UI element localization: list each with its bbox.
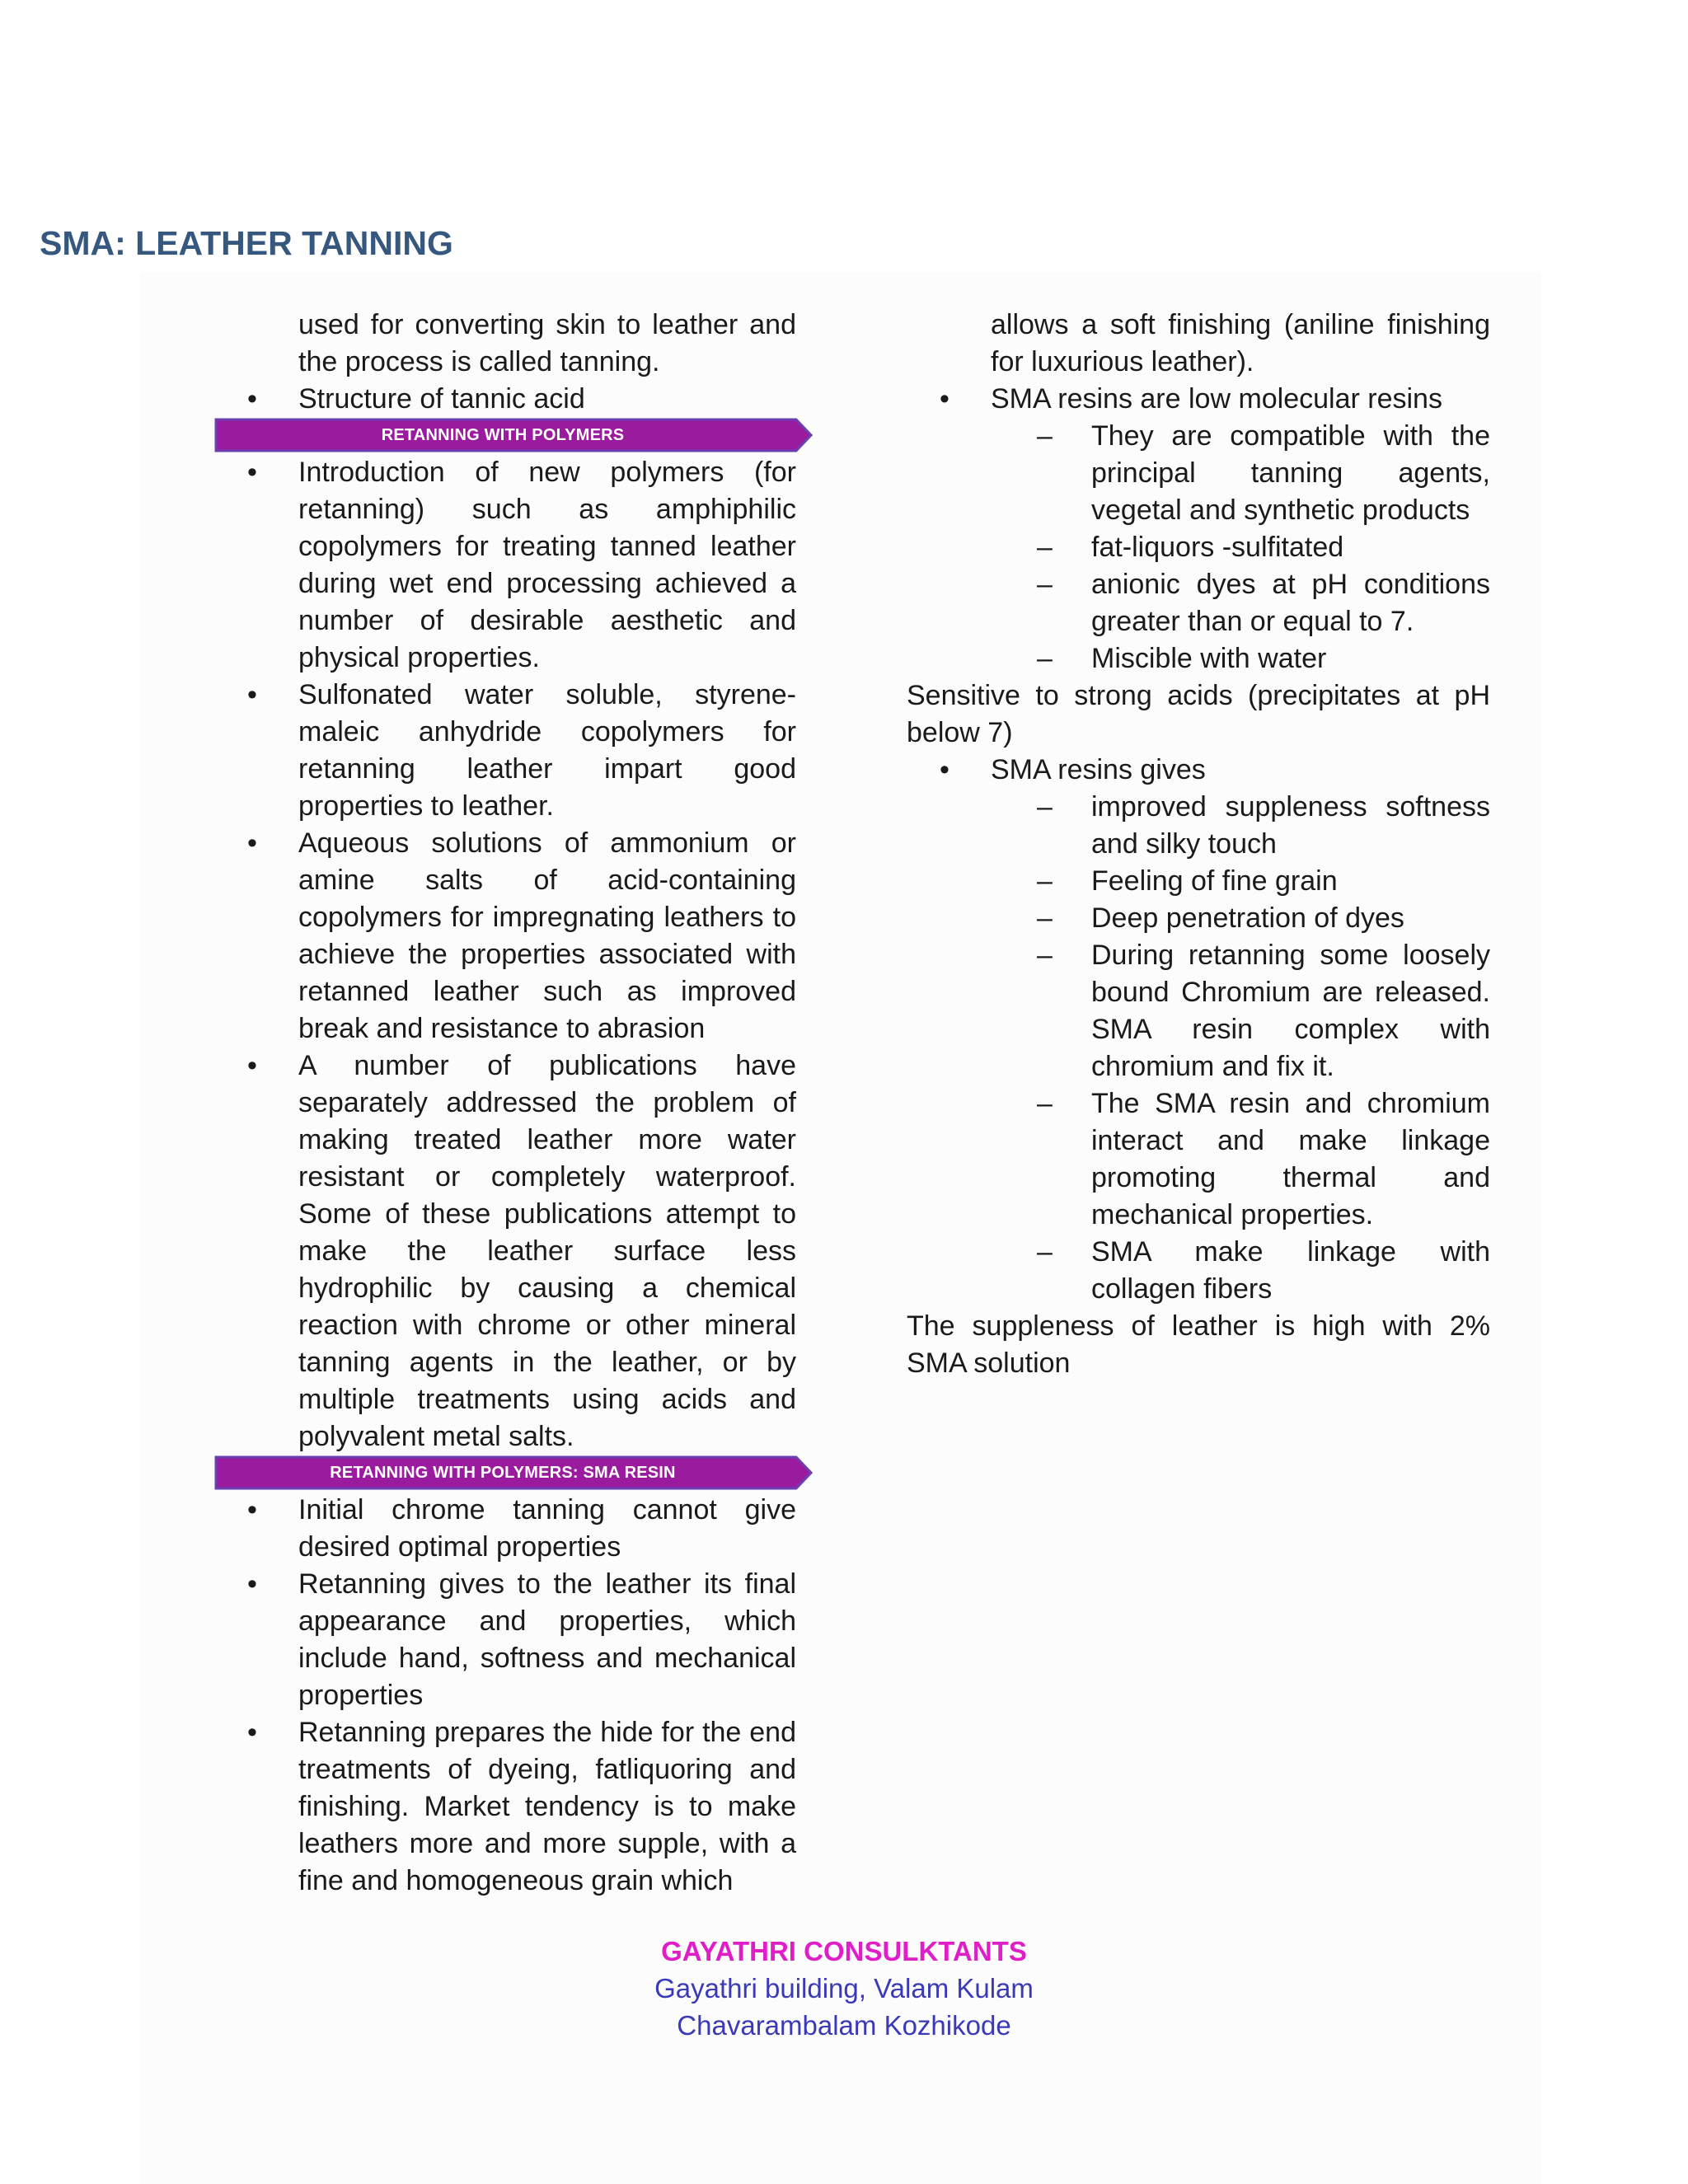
list-item <box>214 1714 796 1900</box>
dash-icon: – <box>1037 532 1053 563</box>
list-item-text: Initial chrome tanning cannot give desired optimal properties <box>298 1494 796 1563</box>
list-item <box>214 677 796 825</box>
sub-list-item-text: The SMA resin and chromium interact and make linkage promoting thermal and mechanical properties. <box>1091 1088 1490 1230</box>
banner-label: RETANNING WITH POLYMERS <box>381 426 625 444</box>
closing-paragraph: The suppleness of leather is high with 2% SMA solution <box>907 1310 1490 1379</box>
dash-icon: – <box>1037 1236 1053 1268</box>
intro-paragraph: used for converting skin to leather and the process is called tanning. <box>298 309 796 377</box>
list-item <box>214 1566 796 1714</box>
list-item-text: Retanning gives to the leather its final appearance and properties, which include hand, softness and mechanical properties <box>298 1568 796 1711</box>
section-banner <box>214 418 811 452</box>
bullet-icon: • <box>247 679 257 710</box>
list-item-text: A number of publications have separately addressed the problem of making treated leather more water resistant or completely waterproof. Some of these publications attempt to make the leather surface less hydrophilic by causing a chemical reaction with chrome or other mineral tanning agents in the leather, or by multiple treatments using acids and polyvalent metal salts. <box>298 1050 796 1452</box>
right-column <box>907 307 1490 1382</box>
list-item-text: Sulfonated water soluble, styrene-maleic anhydride copolymers for retanning leather impart good properties to leather. <box>298 679 796 822</box>
bullet-icon: • <box>247 1717 257 1748</box>
list-item <box>214 381 796 418</box>
sub-list-item <box>907 900 1490 937</box>
sub-list-item-text: They are compatible with the principal tanning agents, vegetal and synthetic products <box>1091 420 1490 526</box>
dash-icon: – <box>1037 865 1053 897</box>
dash-icon: – <box>1037 569 1053 600</box>
sub-list-item-text: During retanning some loosely bound Chromium are released. SMA resin complex with chromium and fix it. <box>1091 940 1490 1082</box>
bullet-icon: • <box>247 1050 257 1081</box>
dash-icon: – <box>1037 791 1053 823</box>
footer-address-line: Gayathri building, Valam Kulam <box>654 1973 1034 2004</box>
sub-list-item <box>907 566 1490 640</box>
continuation-paragraph: allows a soft finishing (aniline finishing for luxurious leather). <box>991 309 1490 377</box>
sub-list-item-text: anionic dyes at pH conditions greater than or equal to 7. <box>1091 569 1490 637</box>
footer-address-line: Chavarambalam Kozhikode <box>677 2010 1011 2041</box>
sub-list-item <box>907 1085 1490 1234</box>
sub-list-item-text: improved suppleness softness and silky touch <box>1091 791 1490 860</box>
list-item <box>214 1492 796 1566</box>
list-item-text: Structure of tannic acid <box>298 383 585 415</box>
sub-list-item-text: Deep penetration of dyes <box>1091 902 1404 934</box>
list-item <box>214 454 796 677</box>
list-item <box>907 752 1490 789</box>
sub-list-item <box>907 640 1490 677</box>
sub-list-item-text: Feeling of fine grain <box>1091 865 1338 897</box>
dash-icon: – <box>1037 643 1053 674</box>
sub-list-item-text: fat-liquors -sulfitated <box>1091 532 1344 563</box>
bullet-icon: • <box>247 1494 257 1526</box>
sub-list-item <box>907 789 1490 863</box>
dash-icon: – <box>1037 420 1053 452</box>
bullet-icon: • <box>940 383 950 415</box>
sub-list-item <box>907 863 1490 900</box>
sub-list-item <box>907 529 1490 566</box>
sub-list-item <box>907 937 1490 1085</box>
dash-icon: – <box>1037 940 1053 971</box>
bullet-icon: • <box>247 1568 257 1600</box>
bullet-icon: • <box>247 457 257 488</box>
dash-icon: – <box>1037 1088 1053 1119</box>
list-item-text: SMA resins gives <box>991 754 1206 785</box>
page-title: SMA: LEATHER TANNING <box>40 224 453 262</box>
sensitive-paragraph: Sensitive to strong acids (precipitates at pH below 7) <box>907 680 1490 748</box>
sub-list-item-text: Miscible with water <box>1091 643 1327 674</box>
section-banner <box>214 1455 811 1490</box>
sub-list-item <box>907 1234 1490 1308</box>
sub-list-item-text: SMA make linkage with collagen fibers <box>1091 1236 1490 1305</box>
left-column <box>214 307 796 1900</box>
banner-label: RETANNING WITH POLYMERS: SMA RESIN <box>330 1464 676 1482</box>
bullet-icon: • <box>940 754 950 785</box>
list-item-text: SMA resins are low molecular resins <box>991 383 1442 415</box>
bullet-icon: • <box>247 383 257 415</box>
dash-icon: – <box>1037 902 1053 934</box>
list-item <box>214 1047 796 1455</box>
list-item <box>214 825 796 1047</box>
list-item-text: Retanning prepares the hide for the end treatments of dyeing, fatliquoring and finishing. Market tendency is to make leathers more and more supple, with a fine and homogeneous grain which <box>298 1717 796 1896</box>
bullet-icon: • <box>247 827 257 859</box>
footer <box>0 1933 1688 2044</box>
list-item-text: Aqueous solutions of ammonium or amine salts of acid-containing copolymers for impregnating leathers to achieve the properties associated with retanned leather such as improved break and resistance to abrasion <box>298 827 796 1044</box>
list-item <box>907 381 1490 418</box>
list-item-text: Introduction of new polymers (for retanning) such as amphiphilic copolymers for treating tanned leather during wet end processing achieved a number of desirable aesthetic and physical properties. <box>298 457 796 673</box>
footer-org-name: GAYATHRI CONSULKTANTS <box>661 1936 1027 1966</box>
sub-list-item <box>907 418 1490 529</box>
